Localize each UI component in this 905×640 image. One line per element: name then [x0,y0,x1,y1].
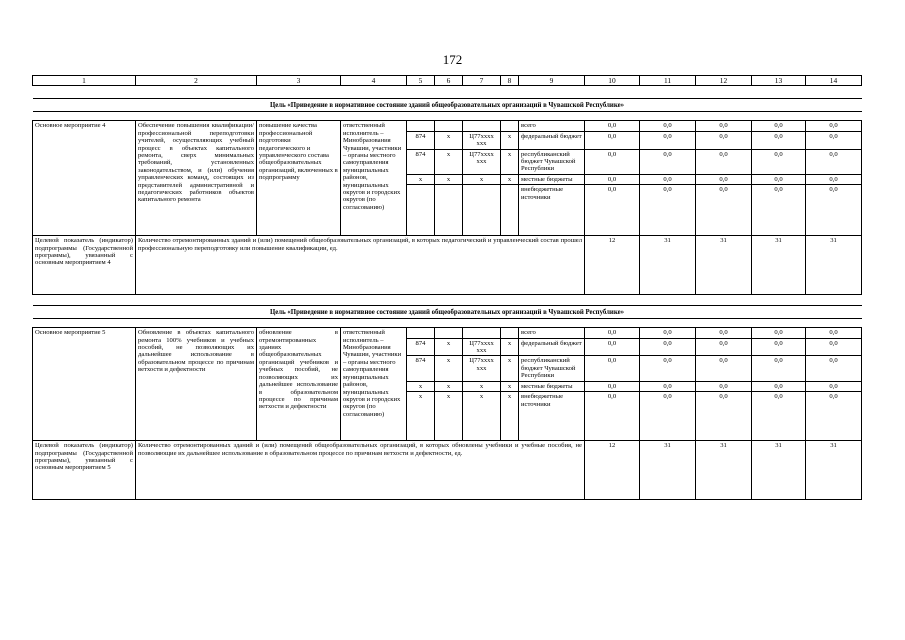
event-5-value: 0,0 [585,356,640,381]
event-4-value: 0,0 [806,174,862,184]
col-header-7: 7 [463,76,501,86]
event-5-description: Обновление в объектах капитального ремонта 100% учебников и учебных пособий, не позволяющих их дальнейшее использование в образовательном процессе по причинам ветхости и дефектности [136,328,257,441]
indicator-4-value: 31 [806,236,862,295]
event-5-section: х [435,392,463,441]
event-5-section: х [435,356,463,381]
event-5-value: 0,0 [806,381,862,391]
event-5-expense-group [501,328,519,338]
event-4-row-total [33,121,862,131]
indicator-4-row [33,236,862,295]
indicator-4-value: 31 [640,236,696,295]
event-5-value: 0,0 [640,356,696,381]
indicator-4-value: 12 [585,236,640,295]
event-4-value: 0,0 [806,149,862,174]
event-5-value: 0,0 [696,338,752,356]
event-4-target-article: Ц77хххх ххх [463,149,501,174]
event-5-source: федеральный бюджет [519,338,585,356]
col-header-9: 9 [519,76,585,86]
event-4-value: 0,0 [640,174,696,184]
event-5-expense-group: х [501,356,519,381]
event-5-grbs: 874 [407,356,435,381]
event-4-expense-group: х [501,149,519,174]
event-5-value: 0,0 [696,392,752,441]
event-4-description: Обеспечение повышения квалификации/профессиональной переподготовки учителей, осуществляющих учебный процесс в объектах капитального ремонта, сверх минимальных требований, установленных законодательством, и (или) обучения управленческих команд, состоящих из представителей административной и педагогических работников объектов капитального ремонта [136,121,257,236]
event-5-source: республиканский бюджет Чувашской Республики [519,356,585,381]
col-header-3: 3 [257,76,341,86]
goal-row-1 [33,99,862,112]
event-4-section [435,121,463,131]
goal-row-2 [33,306,862,319]
event-4-value: 0,0 [752,185,806,236]
event-4-value: 0,0 [696,185,752,236]
col-header-13: 13 [752,76,806,86]
event-5-section: х [435,381,463,391]
col-header-10: 10 [585,76,640,86]
event-4-target-article [463,121,501,131]
event-5-result: обновление в отремонтированных зданиях общеобразовательных организаций учебников и учебных пособий, не позволяющих их дальнейшее использование в образовательном процессе по причинам ветхости и дефектности [257,328,341,441]
event-4-value: 0,0 [640,149,696,174]
event-5-section: х [435,338,463,356]
event-4-source: всего [519,121,585,131]
event-4-value: 0,0 [752,121,806,131]
event-5-value: 0,0 [696,356,752,381]
indicator-5-label: Целевой показатель (индикатор) подпрограммы (Государственной программы), увязанный с основным мероприятием 5 [33,441,136,500]
event-4-source: федеральный бюджет [519,131,585,149]
event-4-source: местные бюджеты [519,174,585,184]
event-4-value: 0,0 [640,185,696,236]
col-header-11: 11 [640,76,696,86]
event-4-expense-group [501,185,519,236]
event-5-expense-group: х [501,392,519,441]
event-4-value: 0,0 [585,185,640,236]
indicator-5-value: 31 [806,441,862,500]
event-5-value: 0,0 [806,392,862,441]
event-5-value: 0,0 [752,338,806,356]
event-5-value: 0,0 [640,338,696,356]
indicator-5-value: 31 [752,441,806,500]
event-4-expense-group [501,121,519,131]
col-header-4: 4 [341,76,407,86]
event-5-grbs [407,328,435,338]
event-5-target-article: х [463,392,501,441]
event-5-grbs: 874 [407,338,435,356]
event-4-source: внебюджетные источники [519,185,585,236]
event-5-value: 0,0 [752,392,806,441]
event-4-value: 0,0 [752,149,806,174]
event-4-expense-group: х [501,174,519,184]
event-4-value: 0,0 [806,121,862,131]
event-5-value: 0,0 [752,381,806,391]
event-4-grbs: х [407,174,435,184]
indicator-5-value: 31 [696,441,752,500]
event-5-source: местные бюджеты [519,381,585,391]
goal-title-2: Цель «Приведение в нормативное состояние зданий общеобразовательных организаций в Чувашской Республике» [33,306,862,319]
event-4-value: 0,0 [752,131,806,149]
event-4-target-article [463,185,501,236]
event-4-result: повышение качества профессиональной подготовки педагогического и управленческого состава общеобразовательных организаций, включенных в подпрограмму [257,121,341,236]
event-5-target-article: Ц77хххх ххх [463,356,501,381]
indicator-4-value: 31 [696,236,752,295]
col-header-2: 2 [136,76,257,86]
event-5-target-article: х [463,381,501,391]
col-header-1: 1 [33,76,136,86]
event-4-value: 0,0 [640,131,696,149]
event-5-value: 0,0 [696,381,752,391]
event-4-value: 0,0 [585,121,640,131]
event-5-row-total [33,328,862,338]
event-4-value: 0,0 [585,174,640,184]
event-5-value: 0,0 [585,381,640,391]
event-4-expense-group: х [501,131,519,149]
event-5-value: 0,0 [696,328,752,338]
event-5-section [435,328,463,338]
event-4-value: 0,0 [752,174,806,184]
event-5-value: 0,0 [752,356,806,381]
event-4-value: 0,0 [696,174,752,184]
event-4-target-article: Ц77хххх ххх [463,131,501,149]
event-5-value: 0,0 [585,392,640,441]
event-5-expense-group: х [501,381,519,391]
event-5-value: 0,0 [806,338,862,356]
event-4-value: 0,0 [806,131,862,149]
event-4-value: 0,0 [585,149,640,174]
col-header-14: 14 [806,76,862,86]
event-4-executor: ответственный исполнитель – Минобразования Чувашии, участники – органы местного самоуправления муниципальных районов, муниципальных округов и городских округов (по согласованию) [341,121,407,236]
indicator-4-text: Количество отремонтированных зданий и (или) помещений общеобразовательных организаций, в которых педагогический и управленческий состав прошел профессиональную переподготовку или повышение квалификации, ед. [136,236,585,295]
program-table [32,75,862,500]
event-5-source: внебюджетные источники [519,392,585,441]
page-number: 172 [442,52,463,67]
event-4-grbs [407,185,435,236]
event-5-grbs: х [407,381,435,391]
col-header-8: 8 [501,76,519,86]
col-header-12: 12 [696,76,752,86]
col-header-6: 6 [435,76,463,86]
event-5-grbs: х [407,392,435,441]
event-5-value: 0,0 [752,328,806,338]
event-4-value: 0,0 [585,131,640,149]
indicator-5-row [33,441,862,500]
event-5-value: 0,0 [640,381,696,391]
event-5-value: 0,0 [806,328,862,338]
indicator-5-text: Количество отремонтированных зданий и (или) помещений общеобразовательных организаций, в которых обновлены учебники и учебные пособия, не позволяющие их дальнейшее использование в образовательном процессе по причинам ветхости и дефектности, ед. [136,441,585,500]
event-5-target-article [463,328,501,338]
event-4-value: 0,0 [696,131,752,149]
event-5-value: 0,0 [640,328,696,338]
event-4-target-article: х [463,174,501,184]
event-4-grbs: 874 [407,149,435,174]
event-5-target-article: Ц77хххх ххх [463,338,501,356]
event-4-section: х [435,149,463,174]
event-4-value: 0,0 [640,121,696,131]
event-4-section [435,185,463,236]
event-5-expense-group: х [501,338,519,356]
event-5-value: 0,0 [585,338,640,356]
indicator-5-value: 31 [640,441,696,500]
column-number-row [33,76,862,86]
event-4-name: Основное мероприятие 4 [33,121,136,236]
event-5-source: всего [519,328,585,338]
event-4-value: 0,0 [806,185,862,236]
event-5-value: 0,0 [640,392,696,441]
indicator-4-value: 31 [752,236,806,295]
goal-title-1: Цель «Приведение в нормативное состояние зданий общеобразовательных организаций в Чувашской Республике» [33,99,862,112]
event-5-value: 0,0 [585,328,640,338]
event-5-executor: ответственный исполнитель – Минобразования Чувашии, участники – органы местного самоуправления муниципальных районов, муниципальных округов и городских округов (по согласованию) [341,328,407,441]
event-4-source: республиканский бюджет Чувашской Республики [519,149,585,174]
event-5-value: 0,0 [806,356,862,381]
event-4-section: х [435,131,463,149]
event-4-value: 0,0 [696,121,752,131]
indicator-5-value: 12 [585,441,640,500]
indicator-4-label: Целевой показатель (индикатор) подпрограммы (Государственной программы), увязанный с основным мероприятием 4 [33,236,136,295]
col-header-5: 5 [407,76,435,86]
event-5-name: Основное мероприятие 5 [33,328,136,441]
event-4-grbs: 874 [407,131,435,149]
event-4-grbs [407,121,435,131]
event-4-section: х [435,174,463,184]
event-4-value: 0,0 [696,149,752,174]
